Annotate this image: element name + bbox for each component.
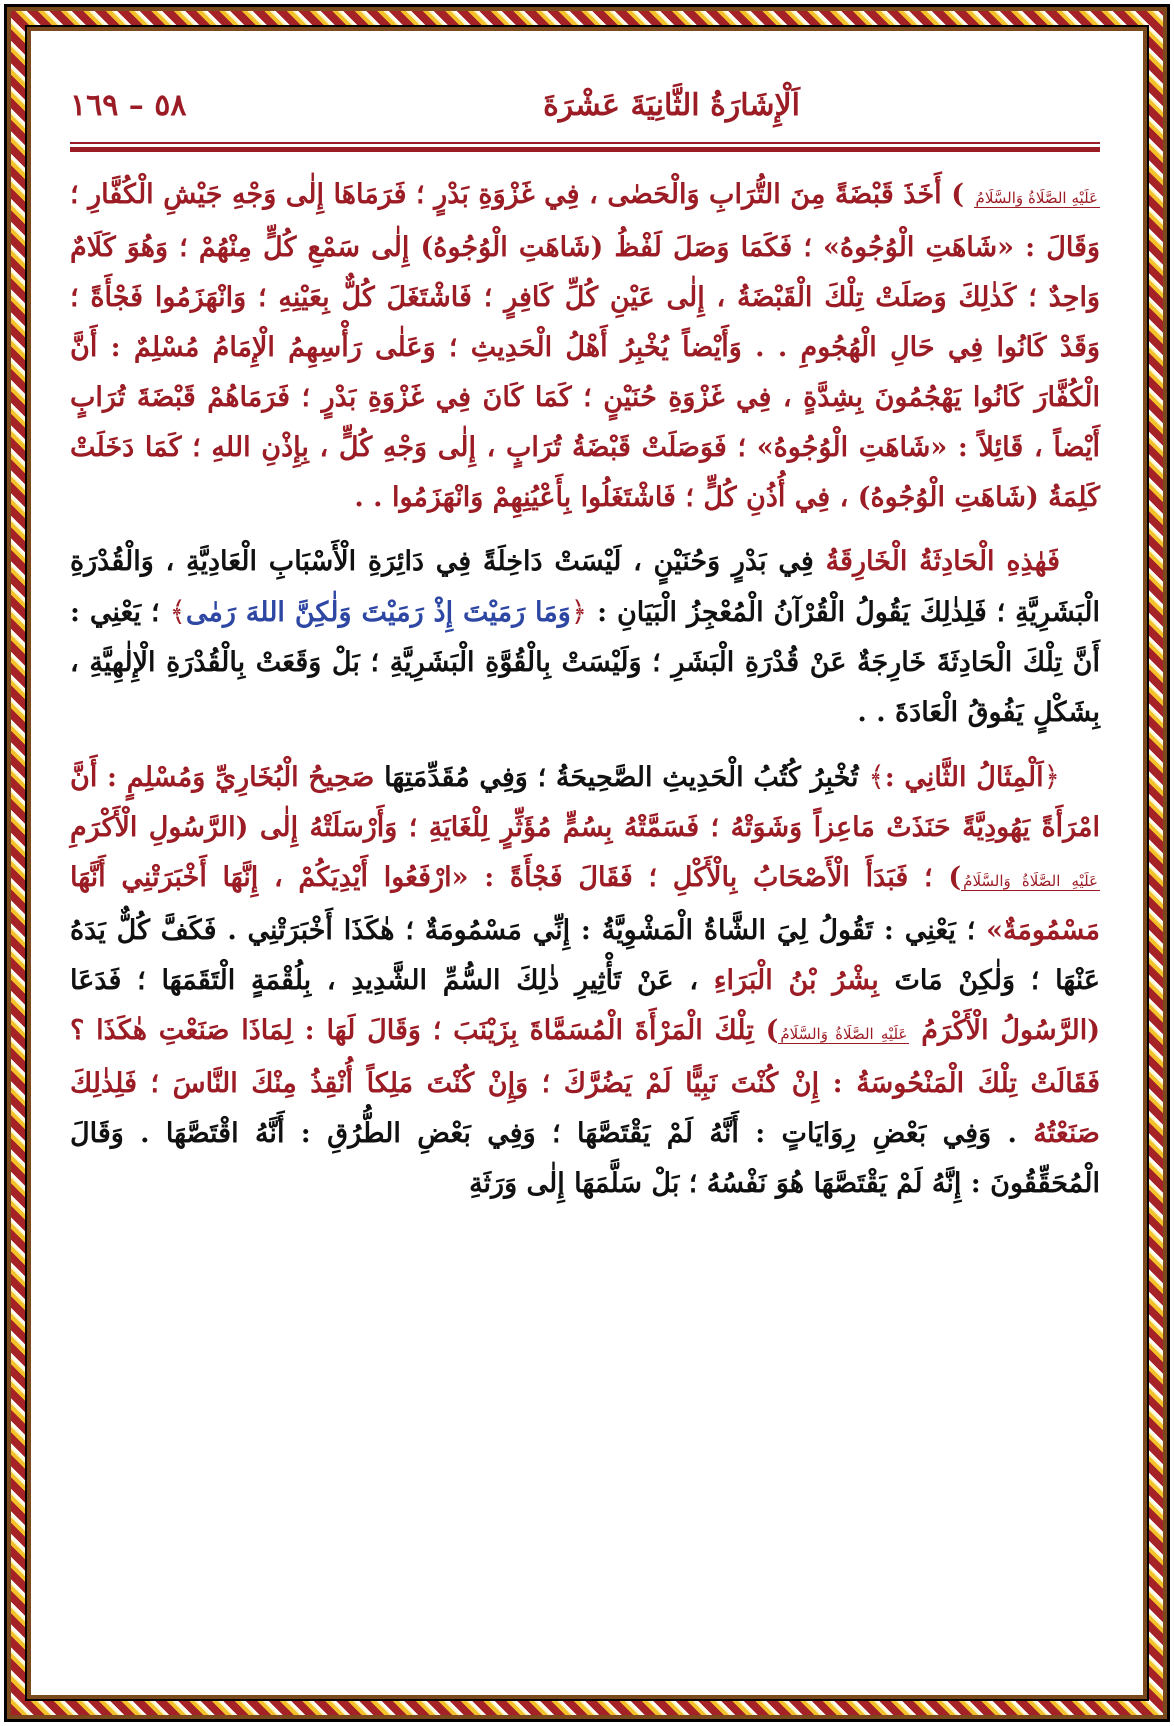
text-segment: ؛ يَعْنِي : تَقُولُ لِيَ الشَّاةُ الْمَشْوِيَّةُ : إِنِّي مَسْمُومَةٌ ؛ هٰكَذَا أَخْبَرَتْنِي . فَكَفَّ كُلٌّ يَدَهُ عَنْهَا ؛ وَلٰكِنْ مَاتَ [70, 915, 1101, 996]
text-segment: ؛ يَعْنِي : أَنَّ تِلْكَ الْحَادِثَةَ خَارِجَةٌ عَنْ قُدْرَةِ الْبَشَرِ ؛ وَلَيْسَتْ بِالْقُوَّةِ الْبَشَرِيَّةِ ؛ بَلْ وَقَعَتْ بِالْقُدْرَةِ الْإِلٰهِيَّةِ ، بِشَكْلٍ يَفُوقُ الْعَادَةَ . . [70, 597, 1100, 728]
text-segment: فِي بَدْرٍ وَحُنَيْنٍ ، لَيْسَتْ دَاخِلَةً فِي دَائِرَةِ الْأَسْبَابِ الْعَادِيَّةِ ، وَالْقُدْرَةِ الْبَشَرِيَّةِ ؛ فَلِذٰلِكَ يَقُولُ الْقُرْآنُ الْمُعْجِزُ الْبَيَانِ : [70, 546, 1100, 628]
quran-bracket-close-icon: ﴾ [169, 595, 186, 628]
text-segment: صَحِيحُ الْبُخَارِيِّ وَمُسْلِمٍ : أَنَّ امْرَأَةً يَهُودِيَّةً حَنَذَتْ مَاعِزاً وَشَوَتْهُ ؛ فَسَمَّتْهُ بِسُمٍّ مُؤَثِّرٍ لِلْغَايَةِ ؛ وَأَرْسَلَتْهُ إِلٰى (الرَّسُولِ الْأَكْرَمِ [70, 762, 1100, 843]
paragraph-2 [70, 537, 1100, 738]
text-segment: فَهٰذِهِ الْحَادِثَةُ الْخَارِقَةُ [825, 546, 1060, 577]
text-segment: (الرَّسُولُ الْأَكْرَمُ [909, 1015, 1100, 1046]
text-segment: ) تِلْكَ الْمَرْأَةَ الْمُسَمَّاةَ بِزَيْنَبَ ؛ وَقَالَ لَهَا : لِمَاذَا صَنَعْتِ هٰكَذَا ؟ فَقَالَتْ تِلْكَ الْمَنْحُوسَةُ : إِنْ كُنْتَ نَبِيًّا لَمْ يَضُرَّكَ ؛ وَإِنْ كُنْتَ مَلِكاً أُنْقِذُ مِنْكَ النَّاسَ ؛ فَلِذٰلِكَ صَنَعْتُهُ [70, 1015, 1100, 1149]
text-segment: بِشْرُ بْنُ الْبَرَاءِ [713, 965, 879, 996]
page-number: ٥٨ – ١٦٩ [70, 88, 187, 123]
text-segment: تُخْبِرُ كُتُبُ الْحَدِيثِ الصَّحِيحَةُ ؛ وَفِي مُقَدِّمَتِهَا [374, 762, 869, 793]
section-heading: اَلْمِثَالُ الثَّانِي : [884, 762, 1044, 793]
header-rule-thin [70, 142, 1100, 144]
salawat-calligraphy-icon: عَلَيْهِ الصَّلَاةُ وَالسَّلَامُ [963, 872, 1098, 890]
body-text [70, 170, 1100, 1209]
page-header [70, 80, 1100, 142]
salawat-calligraphy-icon: عَلَيْهِ الصَّلَاةُ وَالسَّلَامُ [975, 189, 1098, 207]
ornament-bracket-close-icon: ﴾ [868, 760, 885, 793]
text-segment: . وَفِي بَعْضِ رِوَايَاتٍ : أَنَّهُ لَمْ يَقْتَصَّهَا ؛ وَفِي بَعْضِ الطُّرُقِ : أَنَّهُ اقْتَصَّهَا . وَقَالَ الْمُحَقِّقُونَ : إِنَّهُ لَمْ يَقْتَصَّهَا هُوَ نَفْسُهُ ؛ بَلْ سَلَّمَهَا إِلٰى وَرَثَةِ [70, 1118, 1100, 1199]
text-segment: ، عَنْ تَأْثِيرِ ذٰلِكَ السُّمِّ الشَّدِيدِ ، بِلُقْمَةٍ الْتَقَمَهَا ؛ فَدَعَا [70, 965, 714, 996]
ornament-bracket-open-icon: ﴿ [1043, 760, 1061, 793]
quran-bracket-open-icon: ﴿ [570, 595, 588, 628]
text-segment: ) أَخَذَ قَبْضَةً مِنَ التُّرَابِ وَالْحَصٰى ، فِي غَزْوَةِ بَدْرٍ ؛ فَرَمَاهَا إِلٰى وَجْهِ جَيْشِ الْكُفَّارِ ؛ وَقَالَ : «شَاهَتِ الْوُجُوهُ» ؛ فَكَمَا وَصَلَ لَفْظُ (شَاهَتِ الْوُجُوهُ) إِلٰى سَمْعِ كُلٍّ مِنْهُمْ ؛ وَهُوَ كَلَامٌ وَاحِدٌ ؛ كَذٰلِكَ وَصَلَتْ تِلْكَ الْقَبْضَةُ ، إِلٰى عَيْنِ كُلِّ كَافِرٍ ؛ فَاشْتَغَلَ كُلٌّ بِعَيْنِهِ ؛ وَانْهَزَمُوا فَجْأَةً ؛ وَقَدْ كَانُوا فِي حَالِ الْهُجُومِ . . وَأَيْضاً يُخْبِرُ أَهْلُ الْحَدِيثِ ؛ وَعَلٰى رَأْسِهِمُ الْإِمَامُ مُسْلِمٌ : أَنَّ الْكُفَّارَ كَانُوا يَهْجُمُونَ بِشِدَّةٍ ، فِي غَزْوَةِ حُنَيْنٍ ؛ كَمَا كَانَ فِي غَزْوَةِ بَدْرٍ ؛ فَرَمَاهُمْ قَبْضَةَ تُرَابٍ أَيْضاً ، قَائِلاً : «شَاهَتِ الْوُجُوهُ» ؛ فَوَصَلَتْ قَبْضَةُ تُرَابٍ ، إِلٰى وَجْهِ كُلٍّ ، بِإِذْنِ اللهِ ؛ كَمَا دَخَلَتْ كَلِمَةُ (شَاهَتِ الْوُجُوهُ) ، فِي أُذُنِ كُلٍّ ؛ فَاشْتَغَلُوا بِأَعْيُنِهِمْ وَانْهَزَمُوا . . [70, 179, 1100, 513]
book-page [70, 80, 1100, 1680]
quran-verse: وَمَا رَمَيْتَ إِذْ رَمَيْتَ وَلٰكِنَّ اللهَ رَمٰى [185, 597, 571, 628]
header-rule-thick [70, 147, 1100, 152]
chapter-title: اَلْإِشَارَةُ الثَّانِيَةَ عَشْرَةَ [543, 88, 800, 123]
text-segment: ) ؛ فَبَدَأَ الْأَصْحَابُ بِالْأَكْلِ ؛ فَقَالَ فَجْأَةً : «ارْفَعُوا أَيْدِيَكُمْ ، إِنَّهَا أَخْبَرَتْنِي أَنَّهَا مَسْمُومَةٌ» [70, 862, 1100, 946]
paragraph-3 [70, 752, 1100, 1209]
salawat-calligraphy-icon: عَلَيْهِ الصَّلَاةُ وَالسَّلَامُ [780, 1025, 908, 1043]
paragraph-1 [70, 170, 1100, 523]
